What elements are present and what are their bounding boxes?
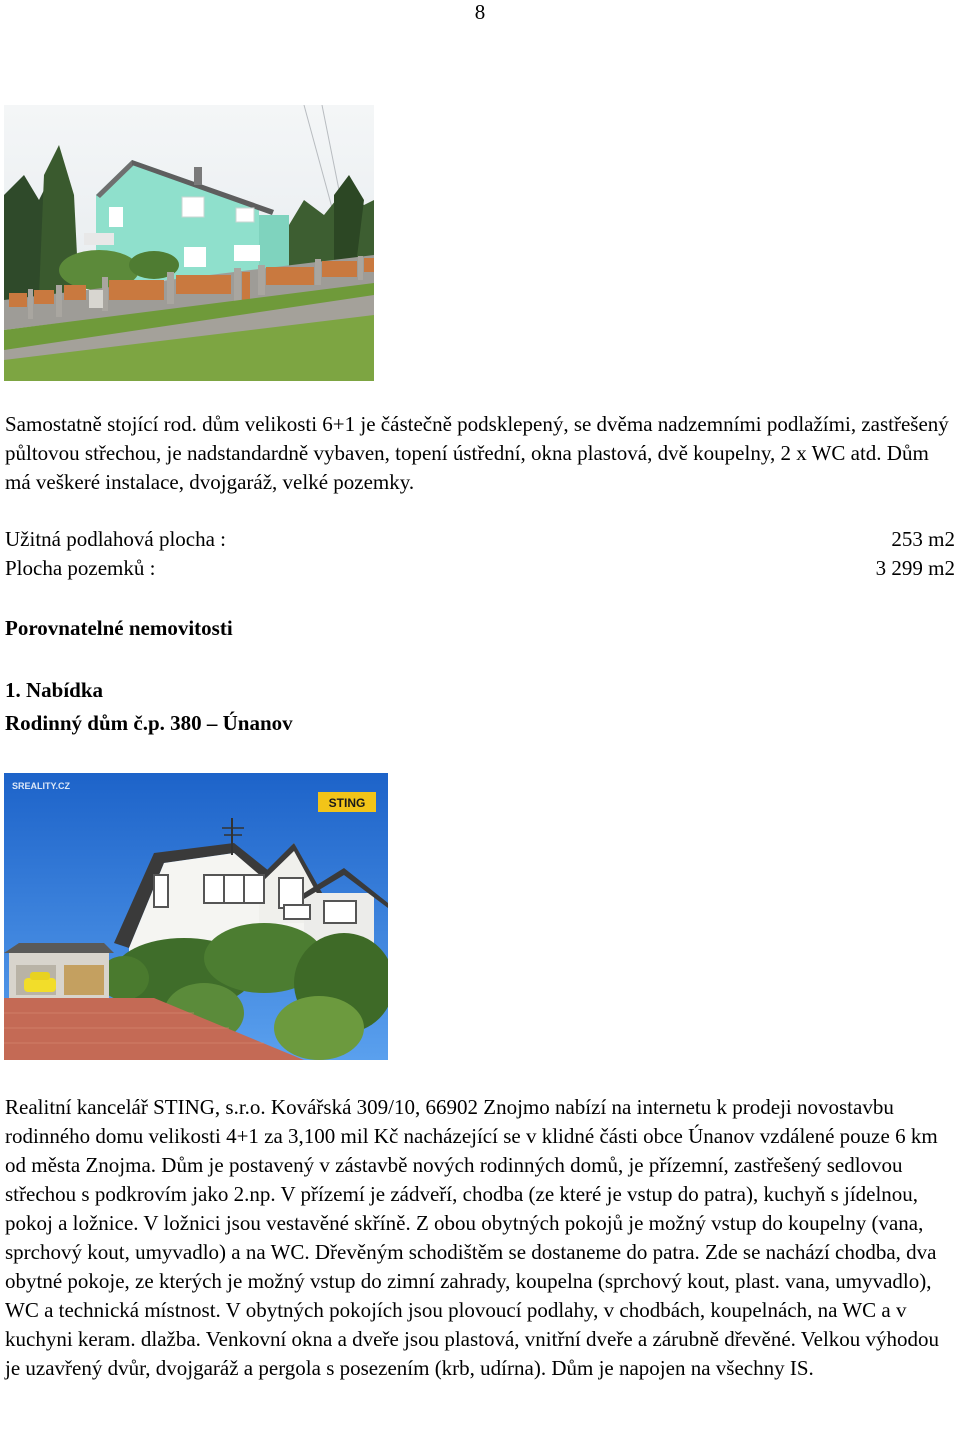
floor-area-row xyxy=(5,525,955,554)
comparables-heading: Porovnatelné nemovitosti xyxy=(5,616,233,640)
land-area-label: Plocha pozemků : xyxy=(5,556,156,580)
floor-area-value: 253 m2 xyxy=(891,527,955,551)
sting-logo: STING xyxy=(328,796,366,810)
land-area-value: 3 299 m2 xyxy=(875,556,955,580)
house-photo-image xyxy=(4,105,374,381)
sreality-watermark: SREALITY.CZ xyxy=(12,781,71,791)
offer-description: Realitní kancelář STING, s.r.o. Kovářská 309/10, 66902 Znojmo nabízí na internetu k prodeji novostavbu rodinného domu velikosti 4+1 za 3,100 mil Kč nacházející se v klidné části obce Únanov vzdálené pouze 6 km od města Znojma. Dům je postavený v zástavbě nových rodinných domů, je přízemní, zastřešený sedlovou střechou s podkrovím jako 2.np. V přízemí je zádveří, chodba (ze které je vstup do patra), kuchyň s jídelnou, pokoj a ložnice. V ložnici jsou vestavěné skříně. Z obou obytných pokojů je možný vstup do koupelny (vana, sprchový kout, umyvadlo) a na WC. Dřevěným schodištěm se dostaneme do patra. Zde se nachází chodba, dva obytné pokoje, ze kterých je možný vstup do zimní zahrady, koupelna (sprchový kout, plast. vana, umyvadlo), WC a technická místnost. V obytných pokojích jsou plovoucí podlahy, v chodbách, koupelnách, na WC a v kuchyni keram. dlažba. Venkovní okna a dveře jsou plastová, vnitřní dveře a zárubně dřevěné. Velkou výhodou je uzavřený dvůr, dvojgaráž a pergola s posezením (krb, udírna). Dům je napojen na všechny IS. xyxy=(5,1095,940,1380)
offer-number-heading: 1. Nabídka xyxy=(5,678,104,702)
offer-photo-image xyxy=(4,773,388,1060)
floor-area-label: Užitná podlahová plocha : xyxy=(5,527,227,551)
offer-photo xyxy=(4,773,388,1060)
property-photo xyxy=(4,105,374,381)
offer-title-heading: Rodinný dům č.p. 380 – Únanov xyxy=(5,711,293,735)
page-number: 8 xyxy=(474,0,486,24)
property-description: Samostatně stojící rod. dům velikosti 6+1 je částečně podsklepený, se dvěma nadzemními podlažími, zastřešený půltovou střechou, je nadstandardně vybaven, topení ústřední, okna plastová, dvě koupelny, 2 x WC atd. Dům má veškeré instalace, dvojgaráž, velké pozemky. xyxy=(5,412,949,494)
land-area-row xyxy=(5,554,955,583)
